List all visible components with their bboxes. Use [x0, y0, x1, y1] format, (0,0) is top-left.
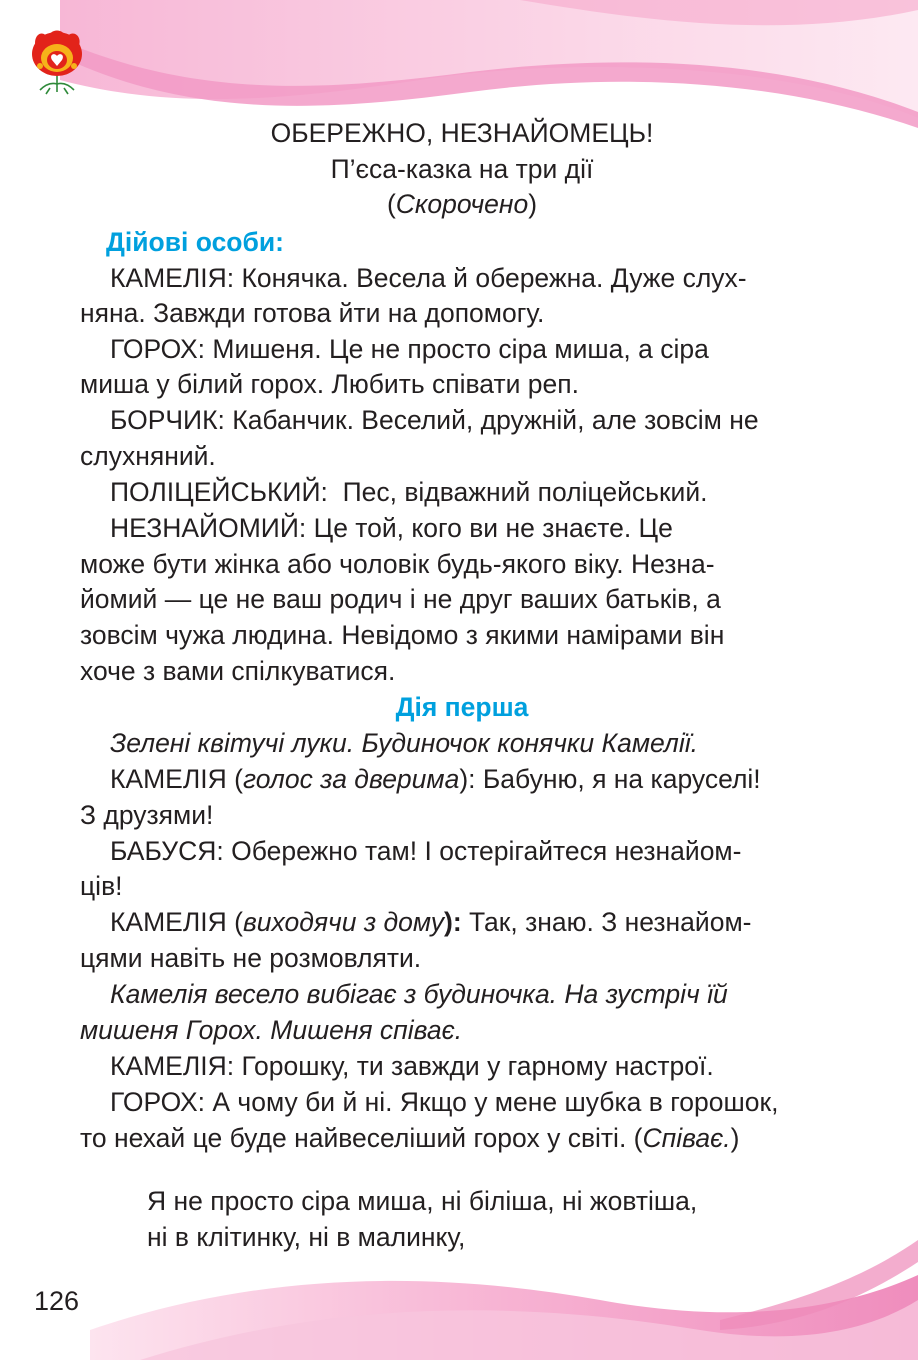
play-subtitle: П’єса-казка на три дії: [330, 154, 594, 184]
play-note: (Скорочено): [386, 189, 538, 219]
stage-direction-2-line-2: мишеня Горох. Мишеня співає.: [80, 1015, 463, 1045]
act-one-heading: Дія перша: [395, 692, 529, 722]
page-number: 126: [34, 1286, 80, 1316]
kamelia-line-2: няна. Завжди готова йти на допомогу.: [80, 298, 545, 328]
kamelia-reply-1-cont: З друзями!: [80, 800, 214, 830]
babusia-reply-line-2: ців!: [80, 871, 123, 901]
kamelia-reply-3: КАМЕЛІЯ: Горошку, ти завжди у гарному настрої.: [110, 1051, 714, 1081]
stranger-line-5: хоче з вами спілкуватися.: [80, 656, 396, 686]
stranger-line-4: зовсім чужа людина. Невідомо з якими намірами він: [80, 620, 725, 650]
characters-heading: Дійові особи:: [106, 227, 284, 257]
police-line: ПОЛІЦЕЙСЬКИЙ: Пес, відважний поліцейський.: [110, 477, 708, 507]
poem-line-2: ні в клітинку, ні в малинку,: [147, 1222, 466, 1252]
kamelia-reply-1: КАМЕЛІЯ (голос за дверима): Бабуню, я на каруселі!: [110, 764, 761, 794]
kamelia-reply-2-cont: цями навіть не розмовляти.: [80, 943, 422, 973]
poem-line-1: Я не просто сіра миша, ні біліша, ні жовтіша,: [147, 1186, 698, 1216]
stranger-line-1: НЕЗНАЙОМИЙ: Це той, кого ви не знаєте. Це: [110, 513, 673, 543]
gorokh-line-2: миша у білий горох. Любить співати реп.: [80, 369, 579, 399]
gorokh-reply-line-2: то нехай це буде найвеселіший горох у світі. (Співає.): [80, 1123, 740, 1153]
borchyk-line-2: слухняний.: [80, 441, 216, 471]
gorokh-reply-line-1: ГОРОХ: А чому би й ні. Якщо у мене шубка в горошок,: [110, 1087, 779, 1117]
stage-direction-1: Зелені квітучі луки. Будиночок конячки Камелії.: [110, 728, 698, 758]
stranger-line-2: може бути жінка або чоловік будь-якого віку. Незна-: [80, 549, 715, 579]
flower-ornament-icon: [28, 24, 86, 96]
stage-direction-2-line-1: Камелія весело вибігає з будиночка. На зустріч їй: [110, 979, 728, 1009]
stranger-line-3: йомий — це не ваш родич і не друг ваших батьків, а: [80, 584, 721, 614]
play-title: ОБЕРЕЖНО, НЕЗНАЙОМЕЦЬ!: [270, 118, 654, 148]
kamelia-line-1: КАМЕЛІЯ: Конячка. Весела й обережна. Дуже слух-: [110, 263, 747, 293]
borchyk-line-1: БОРЧИК: Кабанчик. Веселий, дружній, але зовсім не: [110, 405, 759, 435]
gorokh-line-1: ГОРОХ: Мишеня. Це не просто сіра миша, а сіра: [110, 334, 709, 364]
kamelia-reply-2: КАМЕЛІЯ (виходячи з дому): Так, знаю. З незнайом-: [110, 907, 752, 937]
babusia-reply-line-1: БАБУСЯ: Обережно там! І остерігайтеся незнайом-: [110, 836, 742, 866]
